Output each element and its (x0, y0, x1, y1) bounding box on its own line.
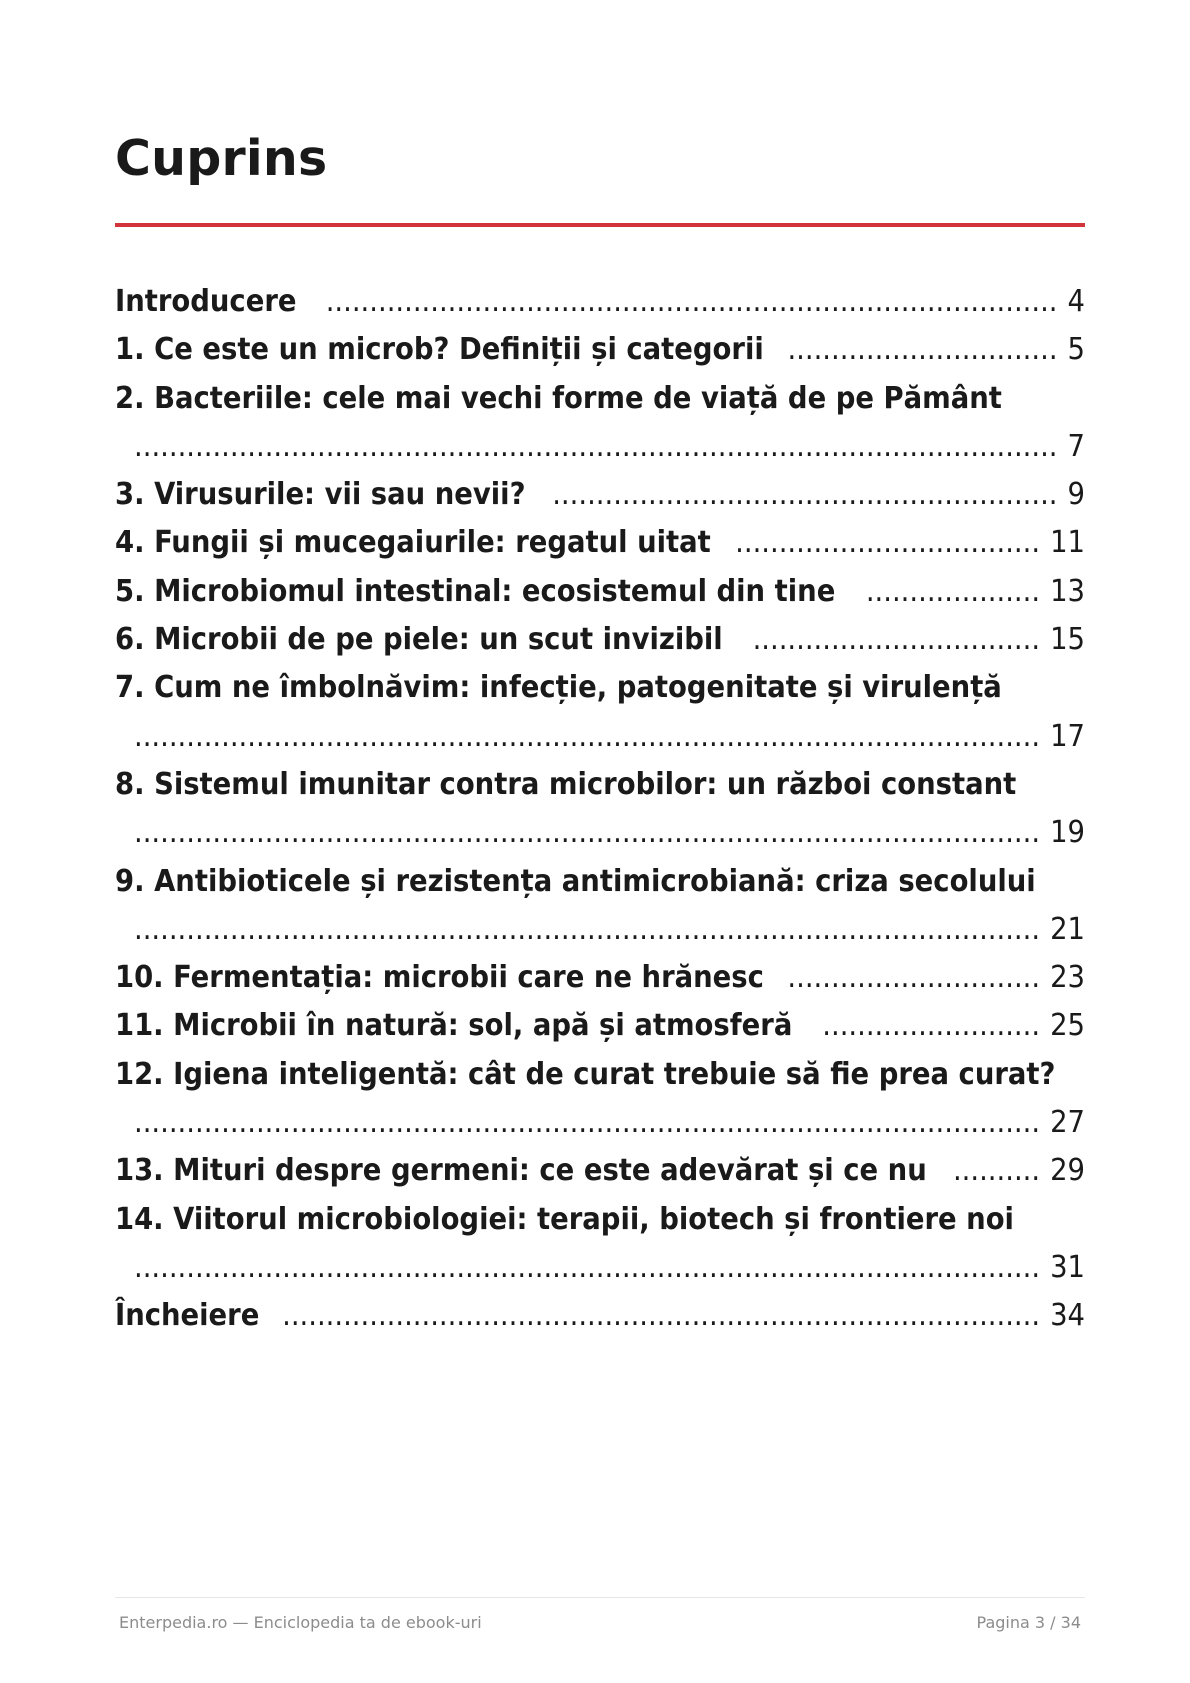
toc-entry-link[interactable] (115, 761, 1085, 858)
toc-entry-link[interactable] (115, 1147, 1085, 1195)
toc-entry-link[interactable] (115, 568, 1085, 616)
toc-entry-link[interactable] (115, 375, 1085, 472)
toc-entry-link[interactable] (115, 1002, 1085, 1050)
toc-dot-leader: .......................................................... (552, 477, 1058, 513)
toc-entry (115, 568, 1085, 616)
toc-entry (115, 471, 1085, 519)
toc-entry-title: 13. Mituri despre germeni: ce este adevărat și ce nu (115, 1153, 927, 1189)
toc-entry-link[interactable] (115, 664, 1085, 761)
toc-page-number: 15 (1050, 622, 1085, 658)
toc-entry-tail (733, 519, 1085, 567)
toc-dot-leader: .................................................................................... (325, 284, 1058, 319)
footer-divider (115, 1597, 1085, 1598)
toc-entry-tail (786, 954, 1085, 1002)
toc-page-number: 21 (1050, 911, 1085, 947)
toc-page-number: 17 (1050, 718, 1085, 754)
toc-entry-title: 14. Viitorul microbiologiei: terapii, biotech și frontiere noi (115, 1201, 1014, 1237)
toc-entry-tail (281, 1292, 1085, 1340)
toc-page-number: 5 (1067, 332, 1085, 368)
toc-dot-leader: .......... (952, 1153, 1041, 1189)
toc-entry (115, 375, 1085, 472)
title-divider (115, 223, 1085, 227)
toc-entry-link[interactable] (115, 616, 1085, 664)
toc-entry-link[interactable] (115, 1196, 1085, 1293)
toc-dot-leader: ................................. (752, 622, 1041, 658)
toc-dot-leader: ............................... (787, 332, 1058, 368)
toc-entry (115, 616, 1085, 664)
toc-page-number: 31 (1050, 1249, 1085, 1285)
toc-entry-tail (949, 1147, 1085, 1195)
toc-entry-title: 9. Antibioticele și rezistența antimicrobiană: criza secolului (115, 863, 1036, 899)
toc-entry-link[interactable] (115, 1051, 1085, 1148)
table-of-contents (115, 278, 1085, 1341)
toc-entry-title: 2. Bacteriile: cele mai vechi forme de viață de pe Pământ (115, 380, 1002, 416)
toc-entry-link[interactable] (115, 519, 1085, 567)
toc-entry (115, 326, 1085, 374)
toc-entry-tail (115, 906, 1085, 954)
toc-entry-tail (745, 616, 1085, 664)
toc-dot-leader: ................................... (735, 525, 1041, 561)
toc-entry-title: 4. Fungii și mucegaiurile: regatul uitat (115, 525, 711, 561)
toc-entry (115, 278, 1085, 326)
toc-entry-title: Încheiere (115, 1298, 260, 1334)
toc-entry-tail (115, 1099, 1085, 1147)
toc-entry-title: 8. Sistemul imunitar contra microbilor: un război constant (115, 766, 1017, 802)
toc-page-number: 23 (1050, 960, 1085, 996)
toc-entry (115, 1002, 1085, 1050)
toc-entry-tail (786, 326, 1085, 374)
toc-entry-tail (115, 713, 1085, 761)
toc-dot-leader: ......................... (822, 1008, 1041, 1044)
toc-entry (115, 1292, 1085, 1340)
toc-entry-title: 1. Ce este un microb? Definiții și categorii (115, 332, 764, 368)
toc-entry-link[interactable] (115, 1292, 1085, 1340)
toc-dot-leader: .................... (865, 573, 1041, 609)
toc-entry-title: 7. Cum ne îmbolnăvim: infecție, patogenitate și virulență (115, 670, 1002, 706)
toc-entry (115, 858, 1085, 955)
toc-entry-tail (115, 809, 1085, 857)
toc-dot-leader: .......................................................................................................... (134, 428, 1058, 464)
toc-page-number: 29 (1050, 1153, 1085, 1189)
toc-page-number: 9 (1067, 477, 1085, 513)
toc-page-number: 25 (1050, 1008, 1085, 1044)
toc-entry (115, 519, 1085, 567)
toc-entry (115, 1051, 1085, 1148)
toc-entry-title: 12. Igiena inteligentă: cât de curat trebuie să fie prea curat? (115, 1056, 1056, 1092)
toc-entry (115, 954, 1085, 1002)
toc-page-number: 34 (1050, 1298, 1085, 1334)
toc-entry-title: 6. Microbii de pe piele: un scut invizibil (115, 622, 723, 658)
toc-entry-title: 5. Microbiomul intestinal: ecosistemul din tine (115, 573, 836, 609)
toc-dot-leader: ........................................................................................................ (134, 1105, 1041, 1141)
toc-dot-leader: ........................................................................................................ (134, 718, 1041, 754)
toc-entry-title: Introducere (115, 284, 297, 319)
toc-entry-title: 3. Virusurile: vii sau nevii? (115, 477, 526, 513)
toc-entry-tail (857, 568, 1085, 616)
footer-site-name: Enterpedia.ro — Enciclopedia ta de ebook-uri (119, 1613, 482, 1632)
toc-page-number: 4 (1067, 284, 1085, 319)
toc-page-number: 13 (1050, 573, 1085, 609)
toc-dot-leader: ........................................................................................................ (134, 1249, 1041, 1285)
toc-entry-tail (814, 1002, 1085, 1050)
toc-page-number: 27 (1050, 1105, 1085, 1141)
toc-page-number: 11 (1050, 525, 1085, 561)
toc-entry (115, 664, 1085, 761)
document-page (115, 0, 1085, 1683)
toc-page-number: 19 (1050, 815, 1085, 851)
page-title: Cuprins (115, 130, 328, 187)
toc-entry (115, 761, 1085, 858)
toc-entry-title: 11. Microbii în natură: sol, apă și atmosferă (115, 1008, 793, 1044)
footer-page-number: Pagina 3 / 34 (976, 1613, 1081, 1632)
toc-entry-title: 10. Fermentația: microbii care ne hrănesc (115, 960, 764, 996)
toc-entry-tail (115, 423, 1085, 471)
toc-entry-link[interactable] (115, 954, 1085, 1002)
toc-entry-tail (548, 471, 1086, 519)
toc-dot-leader: ........................................................................................................ (134, 911, 1041, 947)
toc-page-number: 7 (1067, 428, 1085, 464)
toc-entry-link[interactable] (115, 278, 1085, 326)
toc-entry-link[interactable] (115, 858, 1085, 955)
toc-entry (115, 1147, 1085, 1195)
toc-dot-leader: ............................. (787, 960, 1041, 996)
toc-entry-tail (115, 1244, 1085, 1292)
toc-entry-link[interactable] (115, 471, 1085, 519)
toc-dot-leader: ........................................................................................................ (134, 815, 1041, 851)
toc-entry-link[interactable] (115, 326, 1085, 374)
toc-dot-leader: ....................................................................................... (282, 1298, 1041, 1334)
toc-entry (115, 1196, 1085, 1293)
toc-entry-tail (318, 278, 1085, 326)
